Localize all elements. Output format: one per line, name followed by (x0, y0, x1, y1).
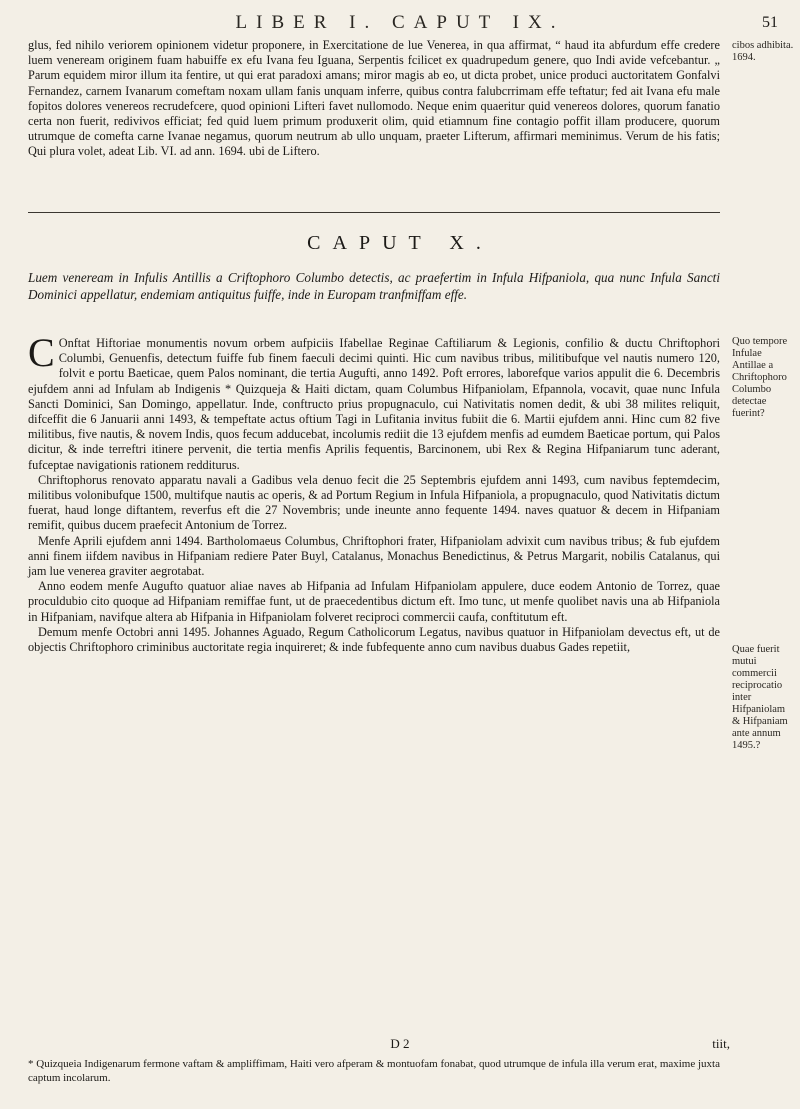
chapter-body (28, 330, 720, 655)
page-number: 51 (762, 14, 778, 31)
paragraph-1-text: Onftat Hiftoriae monumentis novum orbem aufpiciis Ifabellae Reginae Caftiliarum & Legionis, confilio & ductu Chriftophori Columbi, Genuenfis, detectum fuiffe fub finem faeculi decimi quinti. Hic cum navibus tribus, militibufque vel nautis numero 120, folvit e portu Baeticae, quem Palos nominant, die tertia Augufti, anno 1492. Poft errores, laborefque varios appulit die 6. Decembris ejufdem anni ad Infulam ab Indigenis * Quizqueja & Haiti dictam, quam Columbus Hifpaniolam, Efpannola, vocavit, quae nunc Infula Sancti Dominici, San Domingo, appellatur. Inde, conftructo prius propugnaculo, cui Nativitatis nomen dedit, & ubi 38 milites reliquit, difceffit die 6 Januarii anni 1493, & tempeftate actus oftium Tagi in Lufitania invitus fubiit die 6. Martii ejufdem anni. Hinc cum 82 five militibus, five nautis, & novem Indis, quos fecum adducebat, incolumis rediit die 13 ejufdem menfis ad eumdem Baeticae portum, qui Palos dicitur, & inde terreftri itinere pervenit, die tertia menfis Aprilis fequentis, Barcinonem, ubi Rex & Regina Hifpaniarum tunc aderant, fufceptae navigationis rationem redditurus. (28, 336, 720, 472)
paragraph-2: Chriftophorus renovato apparatu navali a Gadibus vela denuo fecit die 25 Septembris ejufdem anni 1493, cum navibus feptemdecim, militibus volonibufque 1500, multifque nautis ac operis, & ad Portum Regium in Infula Hifpaniola, a propugnaculo, quod Nativitatis dictum fuerat, haud longe diftantem, reverfus eft die 27 Novembris; unde ineunte anno fequente 1494. naves quatuor & decem in Hifpaniam remifit, quibus ducem praefecit Antonium de Torrez. (28, 472, 720, 533)
footnote: * Quizqueia Indigenarum fermone vaftam & ampliffimam, Haiti vero afperam & montuofam fonabat, quod utrumque de infula illa verum erat, maxime juxta captum incolarum. (28, 1058, 720, 1084)
margin-note-3: Quae fuerit mutui commercii reciprocatio inter Hifpaniolam & Hifpaniam ante annum 1495.? (732, 644, 788, 751)
divider-rule (28, 212, 720, 213)
page-header (0, 8, 800, 42)
chapter-title: CAPUT X. (307, 232, 493, 254)
margin-note-1: cibos adhibita. 1694. (732, 40, 794, 63)
margin-note-2: Quo tempore Infulae Antillae a Chriftophoro Columbo detectae fuerint? (732, 336, 788, 419)
drop-capital: C (28, 330, 55, 375)
paragraph-5: Demum menfe Octobri anni 1495. Johannes Aguado, Regum Catholicorum Legatus, navibus quatuor in Hifpaniolam devectus eft, ut de objectis Chriftophoro criminibus auctoritate regia inquireret; & inde fubfequente anno cum navibus duabus Gades repetiit, (28, 624, 720, 655)
paragraph-1 (28, 330, 720, 473)
paragraph-4: Anno eodem menfe Augufto quatuor aliae naves ab Hifpania ad Infulam Hifpaniolam appulere, duce eodem Antonio de Torrez, quae proculdubio cito quoque ad Hifpaniam remiffae funt, ut de praecedentibus dictum eft. Imo tunc, ut menfe quolibet navis una ab Hifpaniola in Hifpaniam, navifque altera ab Hifpania in Hifpaniolam folveret reciproci commercii caufa, conftitutum eft. (28, 579, 720, 624)
paragraph-top: glus, fed nihilo veriorem opinionem videtur proponere, in Exercitatione de lue Venerea, in qua affirmat, “ haud ita abfurdum effe credere luem veneream originem fuam habuiffe ex efu Ivana feu Iguana, Serpentis fcilicet ex quadrupedum genere, quo Indi avide vefcebantur. „ Parum equidem miror illum ita fentire, ut qui erat paradoxi amans; miror magis ab eo, ut dicta probet, unice produci auctoritatem Gonfalvi Fernandez, carnem Ivanarum comeftam noxam ullam fanis unquam inferre, quibus contra falubcrrimam effe teftatur; fed ait Ivana efu male fopitos dolores venereos recrudefcere, quod opinioni Lifteri favet nullomodo. Neque enim quaeritur quid venereos dolores, quorum fanatio certa non fuerit, redivivos efficiat; fed quid luem primum produxerit olim, quid etiamnum fine contagio poffit illam producere, quorum utrumque de comefta carne Ivanae negamus, quorum neutrum ab ullo unquam, praeter Lifterum, affirmari meminimus. Verum de his fatis; Qui plura volet, adeat Lib. VI. ad ann. 1694. ubi de Liftero. (28, 38, 720, 159)
running-title: LIBER I. CAPUT IX. (235, 12, 565, 33)
catchword: tiit, (712, 1036, 730, 1051)
signature-mark: D 2 (390, 1036, 410, 1051)
chapter-summary: Luem veneream in Infulis Antillis a Criftophoro Columbo detectis, ac praefertim in Infula Hifpaniola, qua nunc Infula Sancti Dominici appellatur, endemiam antiquitus fuiffe, inde in Europam tranfmiffam effe. (28, 270, 720, 302)
paragraph-3: Menfe Aprili ejufdem anni 1494. Bartholomaeus Columbus, Chriftophori frater, Hifpaniolam advixit cum navibus tribus; & fub ejufdem anni finem iifdem navibus in Hifpaniam rediere Pater Buyl, Catalanus, Monachus Benedictinus, & Petrus Margarit, nobilis Catalanus, qui jam lue venerea graviter aegrotabat. (28, 533, 720, 579)
top-text-block (28, 38, 720, 160)
